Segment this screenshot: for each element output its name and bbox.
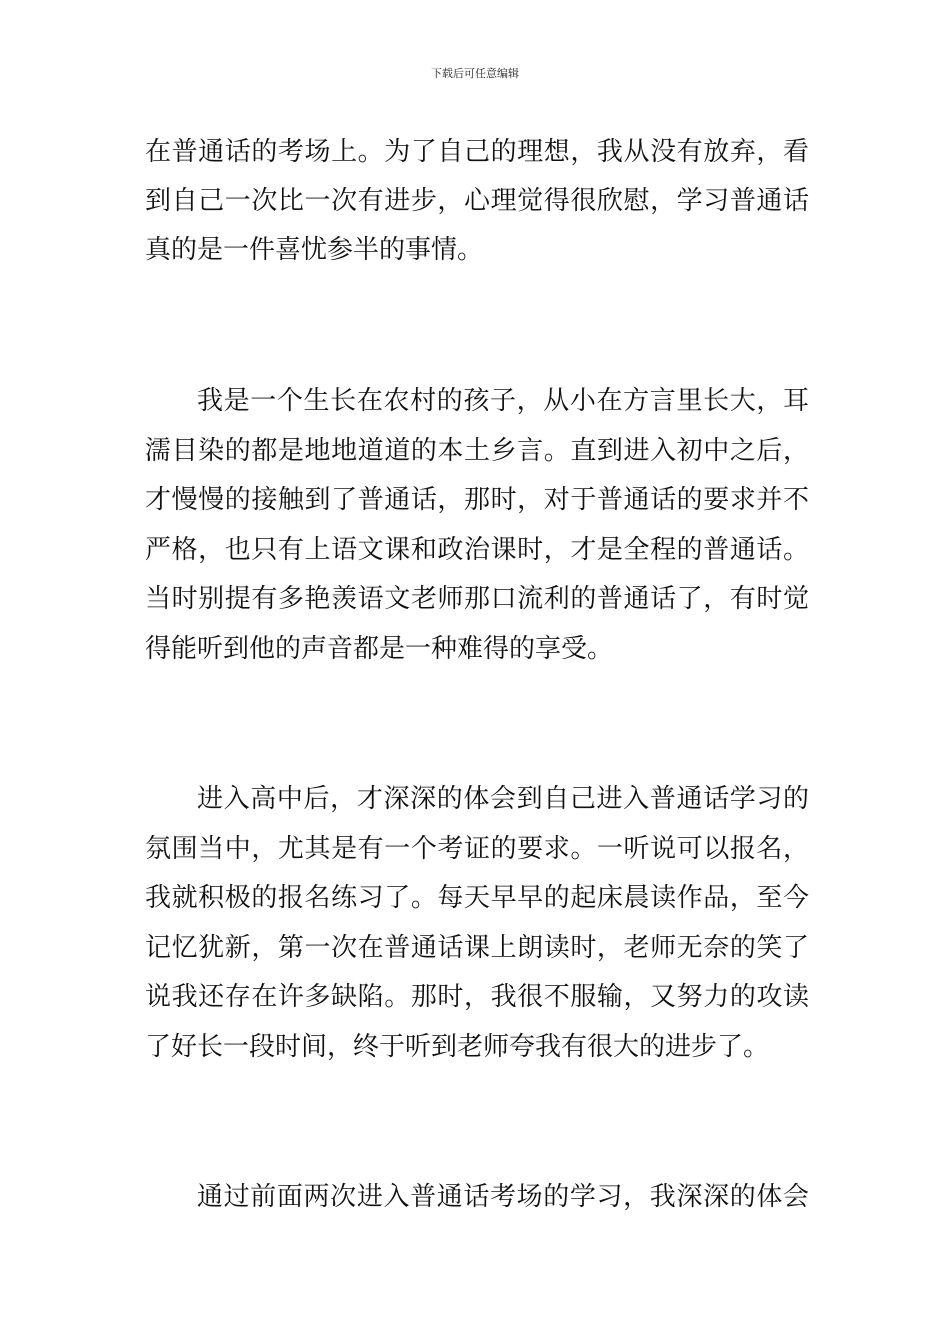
paragraph-line: 进入高中后，才深深的体会到自己进入普通话学习的: [197, 784, 809, 814]
paragraph-line: 得能听到他的声音都是一种难得的享受。: [145, 634, 614, 664]
paragraph-line: 严格，也只有上语文课和政治课时，才是全程的普通话。: [145, 535, 809, 565]
paragraph-line: 我是一个生长在农村的孩子，从小在方言里长大，耳: [197, 386, 809, 416]
paragraph-line: 我就积极的报名练习了。每天早早的起床晨读作品，至今: [145, 883, 809, 913]
paragraph-line: 当时别提有多艳羡语文老师那口流利的普通话了，有时觉: [145, 584, 809, 614]
paragraph-line: 才慢慢的接触到了普通话，那时，对于普通话的要求并不: [145, 485, 809, 515]
paragraph-line: 真的是一件喜忧参半的事情。: [145, 235, 484, 265]
paragraph-line: 了好长一段时间，终于听到老师夸我有很大的进步了。: [145, 1032, 770, 1062]
paragraph-line: 到自己一次比一次有进步，心理觉得很欣慰，学习普通话: [145, 186, 809, 216]
paragraph-line: 说我还存在许多缺陷。那时，我很不服输，又努力的攻读: [145, 982, 809, 1012]
paragraph-line: 氛围当中，尤其是有一个考证的要求。一听说可以报名，: [145, 834, 809, 864]
paragraph-line: 濡目染的都是地地道道的本土乡言。直到进入初中之后，: [145, 436, 809, 466]
page-header: 下载后可任意编辑: [431, 67, 519, 80]
paragraph-line: 记忆犹新，第一次在普通话课上朗读时，老师无奈的笑了: [145, 933, 809, 963]
paragraph-line: 通过前面两次进入普通话考场的学习，我深深的体会: [197, 1182, 809, 1212]
paragraph-line: 在普通话的考场上。为了自己的理想，我从没有放弃，看: [145, 137, 809, 167]
